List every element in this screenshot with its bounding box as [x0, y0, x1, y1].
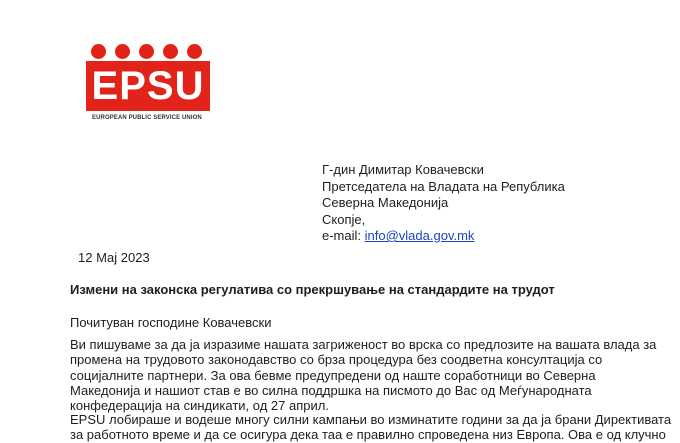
recipient-address [322, 162, 565, 245]
recipient-title: Претседатела на Владата на Република [322, 178, 565, 194]
paragraph-line: конфедерација на синдикати, од 27 април. [70, 398, 329, 414]
paragraph-line: социјалните партнери. За ова бевме предупредени од наште соработници во Северна [70, 367, 596, 383]
letter-subject: Измени на законска регулатива со прекршување на стандардите на трудот [70, 282, 555, 297]
paragraph-line: EPSU лобираше и водеше многу силни кампањи во изминатите години за да ја брани Директивата [70, 412, 672, 427]
email-label: e-mail: [322, 228, 362, 243]
recipient-country: Северна Македонија [322, 195, 449, 210]
logo-dot [163, 44, 178, 59]
letter-date: 12 Мај 2023 [78, 250, 150, 265]
paragraph-line: Македонија и нашиот став е во силна поддршка на писмото до Вас од Меѓународната [70, 382, 592, 398]
logo-dot [187, 44, 202, 59]
paragraph-1 [70, 337, 656, 413]
recipient-name: Г-дин Димитар Ковачевски [322, 162, 484, 177]
logo-wordmark: EPSU [91, 64, 205, 108]
epsu-logo [86, 44, 212, 124]
recipient-city: Скопје, [322, 211, 366, 227]
logo-dots [91, 44, 207, 60]
logo-dot [115, 44, 130, 59]
recipient-email-line [322, 228, 565, 245]
email-link[interactable]: info@vlada.gov.mk [364, 228, 475, 243]
paragraph-2 [70, 412, 671, 443]
logo-box [86, 61, 210, 111]
paragraph-line: за работното време и да се осигура дека таа е правилно спроведена низ Европа. Ова е од клучно [70, 427, 666, 443]
logo-tagline: EUROPEAN PUBLIC SERVICE UNION [92, 115, 202, 121]
letter-greeting: Почитуван господине Ковачевски [70, 315, 272, 330]
logo-dot [139, 44, 154, 59]
paragraph-line: промена на трудовото законодавство со брза процедура без соодветна консултација со [70, 352, 603, 368]
logo-dot [91, 44, 106, 59]
paragraph-line: Ви пишуваме за да ја изразиме нашата загриженост во врска со предлозите на вашата влада за [70, 337, 657, 352]
